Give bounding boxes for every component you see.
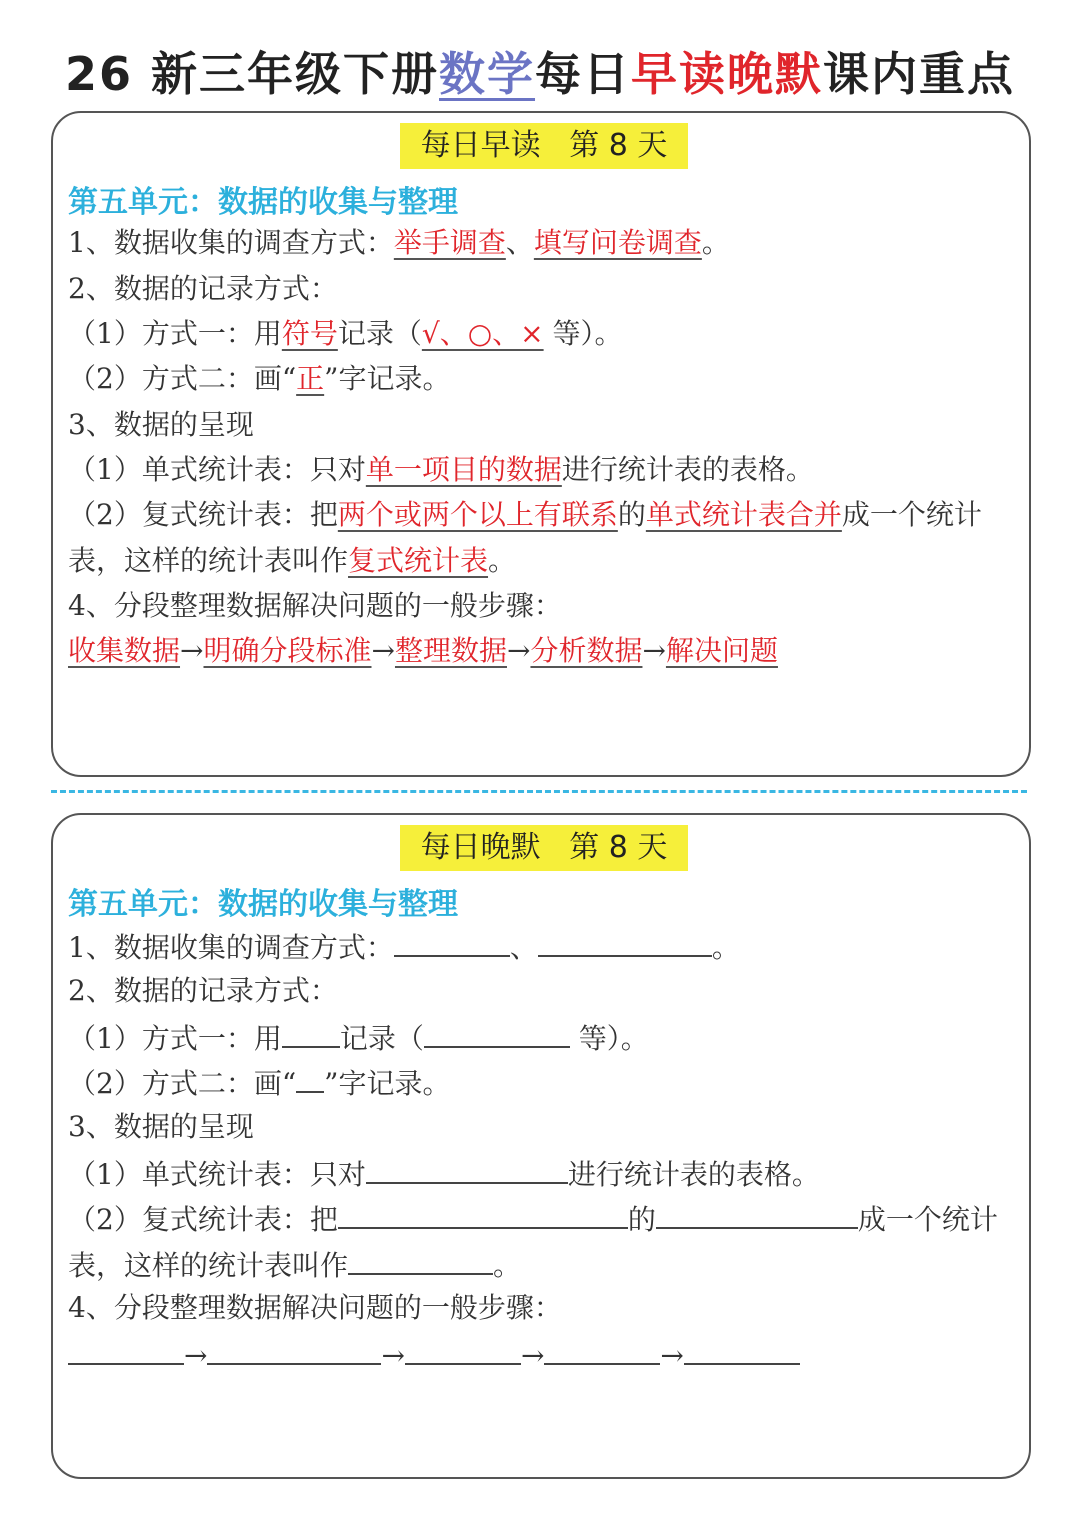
arrow: → <box>520 1339 545 1372</box>
answer: 两个或两个以上有联系 <box>337 498 618 531</box>
line-2: 2、数据的记录方式： <box>68 272 338 305</box>
answer-blank[interactable] <box>538 927 712 957</box>
line-3 <box>68 1018 649 1057</box>
arrow: → <box>642 634 666 667</box>
text: 、 <box>505 226 534 259</box>
answer: 正 <box>296 362 325 395</box>
text: 1、数据收集的调查方式： <box>68 226 394 259</box>
answer: 填写问卷调查 <box>533 226 702 259</box>
line-2: 2、数据的记录方式： <box>68 974 338 1007</box>
line-6 <box>68 452 814 488</box>
line-9: 4、分段整理数据解决问题的一般步骤： <box>68 1291 562 1324</box>
text: 。 <box>701 226 730 259</box>
arrow: → <box>371 634 395 667</box>
answer-blank[interactable] <box>348 1245 493 1275</box>
text: 记录（ <box>337 317 422 350</box>
title-part-grade: 26 新三年级下册 <box>64 47 440 101</box>
arrow: → <box>506 634 531 667</box>
text: 表，这样的统计表叫作 <box>68 1249 349 1282</box>
answer: 单式统计表合并 <box>645 498 842 531</box>
step-answer: 分析数据 <box>530 634 643 667</box>
dashed-divider <box>51 790 1027 793</box>
text: 的 <box>617 498 646 531</box>
answer-blank[interactable] <box>424 1018 570 1048</box>
line-4 <box>68 361 450 397</box>
page-title <box>0 38 1080 104</box>
answer-blank[interactable] <box>366 1154 568 1184</box>
text: （1）单式统计表：只对 <box>68 453 366 486</box>
text: （1）单式统计表：只对 <box>68 1158 366 1191</box>
answer: 符号 <box>281 317 338 350</box>
text: 成一个统计 <box>857 1203 998 1236</box>
step-blank[interactable] <box>207 1335 381 1365</box>
text: （1）方式一：用 <box>68 1022 282 1055</box>
steps-line <box>68 1335 800 1374</box>
answer-blank[interactable] <box>656 1199 858 1229</box>
answer-blank[interactable] <box>338 1199 628 1229</box>
text: （2）方式二：画“ <box>68 362 297 395</box>
answer-blank[interactable] <box>394 927 510 957</box>
step-blank[interactable] <box>544 1335 660 1365</box>
day-badge: 每日晚默 第 8 天 <box>400 825 688 871</box>
line-8 <box>68 543 516 579</box>
title-part-key-points: 课内重点 <box>823 47 1016 101</box>
line-5: 3、数据的呈现 <box>68 408 254 441</box>
arrow: → <box>381 1339 405 1372</box>
answer: 单一项目的数据 <box>365 453 562 486</box>
title-part-subject: 数学 <box>439 47 536 101</box>
text: 1、数据收集的调查方式： <box>68 931 394 964</box>
text: 成一个统计 <box>841 498 982 531</box>
text: 表，这样的统计表叫作 <box>68 544 349 577</box>
text: ”字记录。 <box>324 362 451 395</box>
evening-recitation-card <box>51 813 1031 1479</box>
text: 。 <box>493 1249 522 1282</box>
steps-line <box>68 633 778 669</box>
line-9: 4、分段整理数据解决问题的一般步骤： <box>68 589 562 622</box>
line-7 <box>68 497 982 533</box>
unit-heading: 第五单元：数据的收集与整理 <box>68 887 458 922</box>
day-badge: 每日早读 第 8 天 <box>400 123 688 169</box>
text: （2）复式统计表：把 <box>68 498 338 531</box>
step-answer: 收集数据 <box>68 634 181 667</box>
text: （2）方式二：画“ <box>68 1067 297 1100</box>
step-answer: 明确分段标准 <box>203 634 372 667</box>
morning-reading-card <box>51 111 1031 777</box>
step-answer: 解决问题 <box>665 634 778 667</box>
text: 。 <box>488 544 517 577</box>
step-blank[interactable] <box>684 1335 800 1365</box>
line-1 <box>68 225 730 261</box>
line-3 <box>68 316 623 352</box>
text: 的 <box>627 1203 656 1236</box>
unit-heading: 第五单元：数据的收集与整理 <box>68 185 458 220</box>
text: 。 <box>711 931 740 964</box>
line-1 <box>68 927 740 966</box>
answer: 举手调查 <box>393 226 506 259</box>
title-part-read-recite: 早读晚默 <box>631 47 824 101</box>
text: 等）。 <box>569 1022 649 1055</box>
answer-blank[interactable] <box>282 1018 340 1048</box>
answer: √、○、× <box>421 317 544 350</box>
answer-blank[interactable] <box>296 1063 324 1093</box>
step-blank[interactable] <box>68 1335 184 1365</box>
step-answer: 整理数据 <box>394 634 507 667</box>
line-4 <box>68 1063 450 1102</box>
line-7 <box>68 1199 998 1238</box>
arrow: → <box>660 1339 684 1372</box>
title-part-daily: 每日 <box>535 47 632 101</box>
step-blank[interactable] <box>405 1335 521 1365</box>
text: （1）方式一：用 <box>68 317 282 350</box>
answer: 复式统计表 <box>348 544 489 577</box>
text: 进行统计表的表格。 <box>567 1158 820 1191</box>
line-6 <box>68 1154 820 1193</box>
line-8 <box>68 1245 521 1284</box>
text: （2）复式统计表：把 <box>68 1203 338 1236</box>
arrow: → <box>180 634 204 667</box>
line-5: 3、数据的呈现 <box>68 1110 254 1143</box>
text: 进行统计表的表格。 <box>561 453 814 486</box>
text: ”字记录。 <box>324 1067 451 1100</box>
text: 等）。 <box>543 317 623 350</box>
text: 、 <box>509 931 538 964</box>
text: 记录（ <box>339 1022 424 1055</box>
arrow: → <box>184 1339 208 1372</box>
